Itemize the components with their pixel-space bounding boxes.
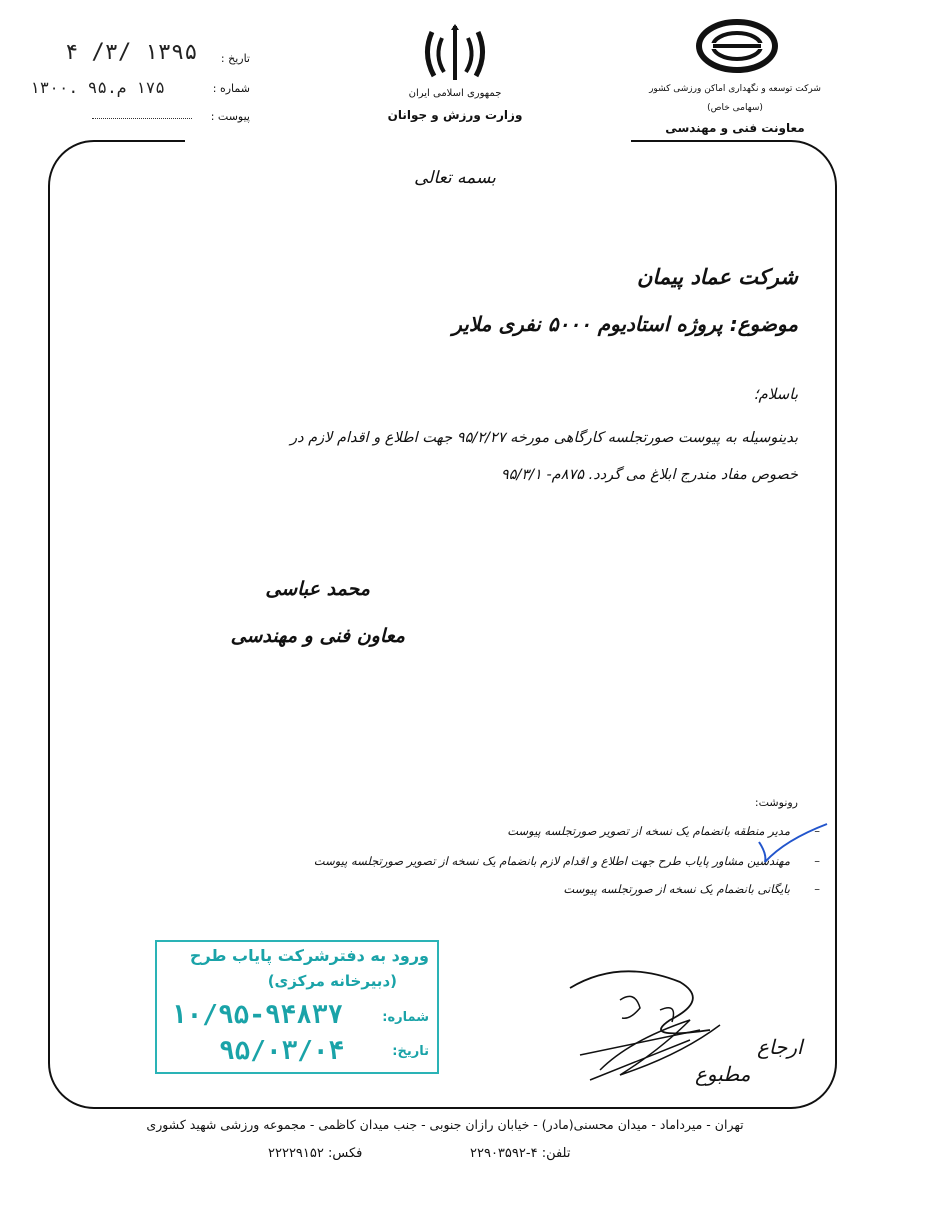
republic-name: جمهوری اسلامی ایران (408, 88, 502, 99)
stamp-title: ورود به دفترشرکت پایاب طرح (189, 946, 429, 965)
signer-title: معاون فنی و مهندسی (230, 625, 405, 647)
organization-logo (695, 18, 779, 74)
frame-gap (185, 132, 631, 152)
checkmark-icon (755, 820, 830, 865)
copy-item (507, 824, 820, 838)
subject-line: موضوع: پروژه استادیوم ۵۰۰۰ نفری ملایر (452, 312, 798, 336)
phone-label: تلفن: (541, 1146, 571, 1161)
footer-phone (470, 1146, 570, 1161)
bismillah: بسمه تعالی (414, 168, 496, 188)
body-line-2: خصوص مفاد مندرج ابلاغ می گردد. ۸۷۵م- ۹۵/۳/۱ (500, 467, 798, 483)
attachment-dots (92, 118, 192, 119)
number-label: شماره : (212, 82, 250, 95)
fax-value: ۲۲۲۲۹۱۵۲ (268, 1146, 324, 1161)
national-emblem-icon (420, 22, 490, 86)
date-value: ۱۳۹۵ /۳/ ۴ (65, 40, 198, 65)
copy-item-text: بایگانی بانضمام یک نسخه از صورتجلسه پیوست (563, 882, 790, 896)
organization-name: شرکت توسعه و نگهداری اماکن ورزشی کشور (649, 84, 821, 94)
attachment-label: پیوست : (210, 110, 250, 123)
handwritten-note-refer: ارجاع (757, 1035, 803, 1059)
bullet-dash-icon: – (814, 882, 820, 896)
phone-value: ۴-۲۲۹۰۳۵۹۲ (470, 1146, 538, 1161)
addressee: شرکت عماد پیمان (637, 265, 798, 289)
ministry-name: وزارت ورزش و جوانان (387, 108, 523, 122)
date-row (30, 40, 250, 65)
footer-fax (268, 1146, 362, 1161)
fax-label: فکس: (328, 1146, 363, 1161)
bullet-dash-icon: – (814, 854, 820, 868)
received-stamp (155, 940, 439, 1074)
date-label: تاریخ : (220, 52, 250, 65)
signer-name: محمد عباسی (265, 578, 370, 600)
stamp-number-value: ۱۰/۹۵-۹۴۸۳۷ (171, 1000, 344, 1030)
body-line-1: بدینوسیله به پیوست صورتجلسه کارگاهی مورخه ۹۵/۲/۲۷ جهت اطلاع و اقدام لازم در (290, 430, 798, 446)
organization-type: (سهامی خاص) (707, 103, 763, 113)
bullet-dash-icon: – (814, 824, 820, 838)
stamp-subtitle: (دبیرخانه مرکزی) (267, 972, 397, 990)
copy-item (313, 854, 820, 868)
footer-address: تهران - میرداماد - میدان محسنی(مادر) - خیابان رازان جنوبی - جنب میدان کاظمی - مجموعه ورزشی شهید کشوری (146, 1117, 744, 1132)
copy-item-text: مهندسین مشاور پایاب طرح جهت اطلاع و اقدام لازم بانضمام یک نسخه از تصویر صورتجلسه پیوست (313, 854, 790, 868)
attachment-row (30, 110, 250, 123)
copies-label: رونوشت: (754, 796, 798, 809)
stamp-date-label: تاریخ: (392, 1044, 429, 1059)
copy-item-text: مدیر منطقه بانضمام یک نسخه از تصویر صورتجلسه پیوست (507, 824, 790, 838)
salutation: باسلام؛ (753, 385, 798, 403)
organization-department: معاونت فنی و مهندسی (665, 121, 805, 135)
number-value: ۱۷۵ م.۹۵ .۱۳۰۰ (30, 78, 165, 97)
number-row (30, 78, 250, 97)
stamp-date-value: ۹۵/۰۳/۰۴ (219, 1036, 345, 1066)
stamp-number-label: شماره: (382, 1010, 429, 1025)
copy-item (563, 882, 820, 896)
handwritten-note: مطبوع (695, 1062, 751, 1086)
